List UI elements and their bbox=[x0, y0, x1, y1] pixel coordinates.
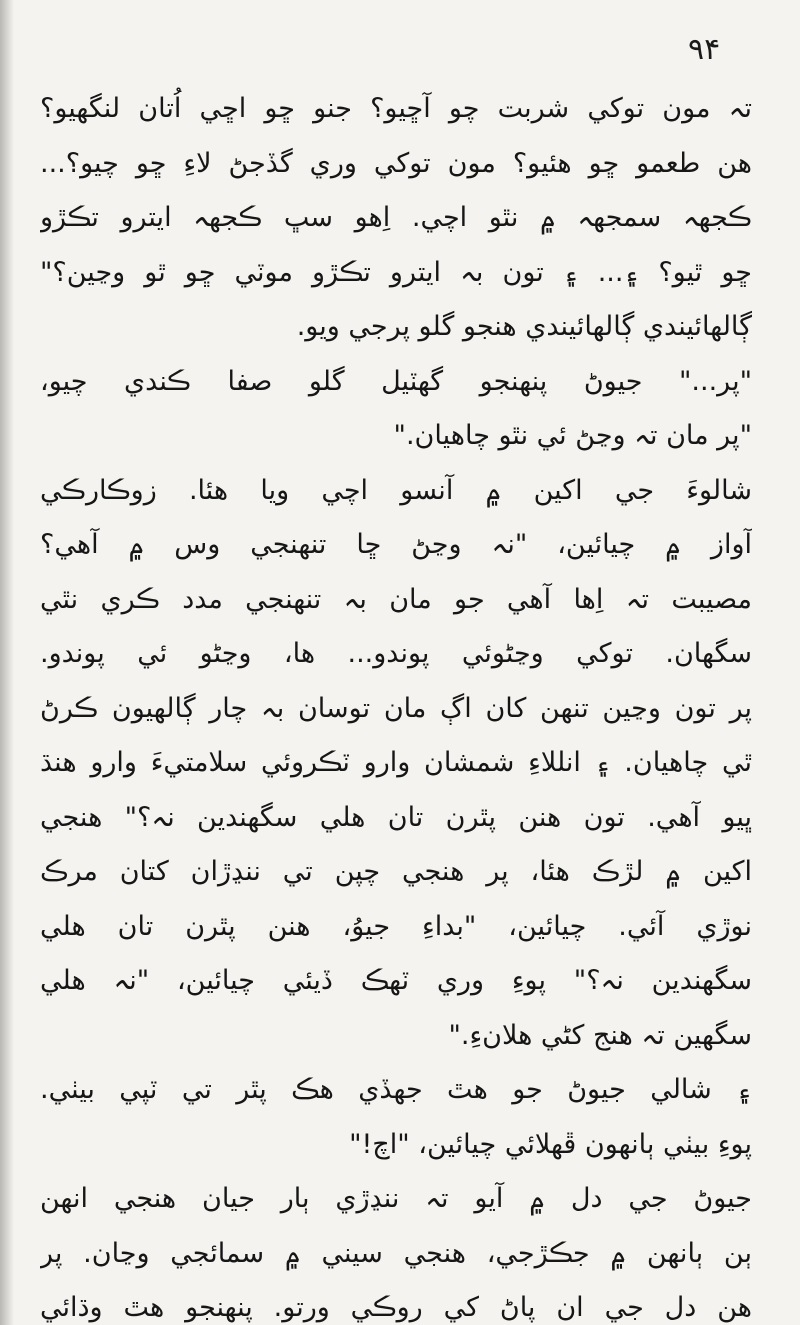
text-line: سگهندين نہ؟" پوءِ وري ٽهڪ ڏيئي چيائين، "نہ هلي bbox=[40, 965, 752, 996]
page-number: ٩۴ bbox=[688, 32, 721, 67]
text-line: هن دل جي ان پاڻ کي روڪي ورتو. پنهنجو هٿ وڌائي bbox=[40, 1292, 752, 1323]
text-line: ۽ شالي جيوڻ جو هٿ جهڏي هڪ پٿر تي ٽپي بيٺي. bbox=[40, 1074, 752, 1105]
text-line: ڪجهہ سمجهہ ۾ نٿو اچي. اِهو سڀ ڪجهہ ايترو تڪڙو bbox=[40, 202, 752, 233]
body-text bbox=[40, 82, 752, 1325]
text-line: سگهين تہ هنج کڻي هلانءِ." bbox=[448, 1019, 752, 1051]
text-line: نوڙي آئي. چيائين، "بداءِ جيوُ، هنن پٿرن تان هلي bbox=[40, 910, 752, 942]
text-line: اکين ۾ لڙڪ هئا، پر هنجي چپن تي ننڍڙان کتان مرڪ bbox=[40, 856, 752, 887]
text-line: تہ مون توکي شربت چو آڇيو؟ جنو ڇو اڇي اُتان لنگهيو؟ bbox=[40, 93, 752, 124]
text-line: سگهان. توکي وڃڻوئي پوندو... ها، وڃڻو ئي پوندو. bbox=[40, 638, 752, 669]
text-line: ٿي چاهيان. ۽ انللاءِ شمشان وارو ٽڪروئي سلامتيءَ وارو هنڌ bbox=[40, 747, 752, 778]
text-line: هن طعمو ڇو هئيو؟ مون توکي وري گڏجڻ لاءِ ڇو چيو؟... bbox=[40, 147, 752, 179]
text-line: پوءِ بيٺي ٻانهون ڦهلائي چيائين، "اچ!" bbox=[349, 1128, 752, 1160]
text-line: شالوءَ جي اکين ۾ آنسو اچي ويا هئا. زوڪارڪي bbox=[40, 474, 752, 506]
text-line: پر تون وڃين تنهن کان اڳ مان توسان بہ چار ڳالهيون ڪرڻ bbox=[40, 692, 752, 724]
text-line: "پر مان تہ وڃڻ ئي نٿو چاهيان." bbox=[393, 420, 752, 451]
text-line: ٻن ٻانهن ۾ جڪڙجي، هنجي سيني ۾ سمائجي وڃان. پر bbox=[40, 1237, 752, 1269]
text-line: ڇو ٿيو؟ ۽... ۽ تون بہ ايترو تڪڙو موٽي ڇو ٿو وڃين؟" bbox=[40, 256, 752, 288]
text-line: آواز ۾ چيائين، "نہ وڃڻ ڇا تنهنجي وس ۾ آهي؟ bbox=[40, 529, 752, 560]
text-line: ڳالهائيندي ڳالهائيندي هنجو گلو پرجي ويو. bbox=[296, 311, 752, 342]
text-line: ڀيو آهي. تون هنن پٿرن تان هلي سگهندين نہ؟" هنجي bbox=[40, 801, 752, 833]
text-line: جيوڻ جي دل ۾ آيو تہ ننڍڙي ٻار جيان هنجي انهن bbox=[40, 1183, 752, 1214]
text-line: "پر..." جيوڻ پنهنجو گهٽيل گلو صفا ڪندي چيو، bbox=[40, 365, 752, 397]
text-line: مصيبت تہ اِها آهي جو مان بہ تنهنجي مدد ڪري نٿي bbox=[40, 583, 752, 615]
